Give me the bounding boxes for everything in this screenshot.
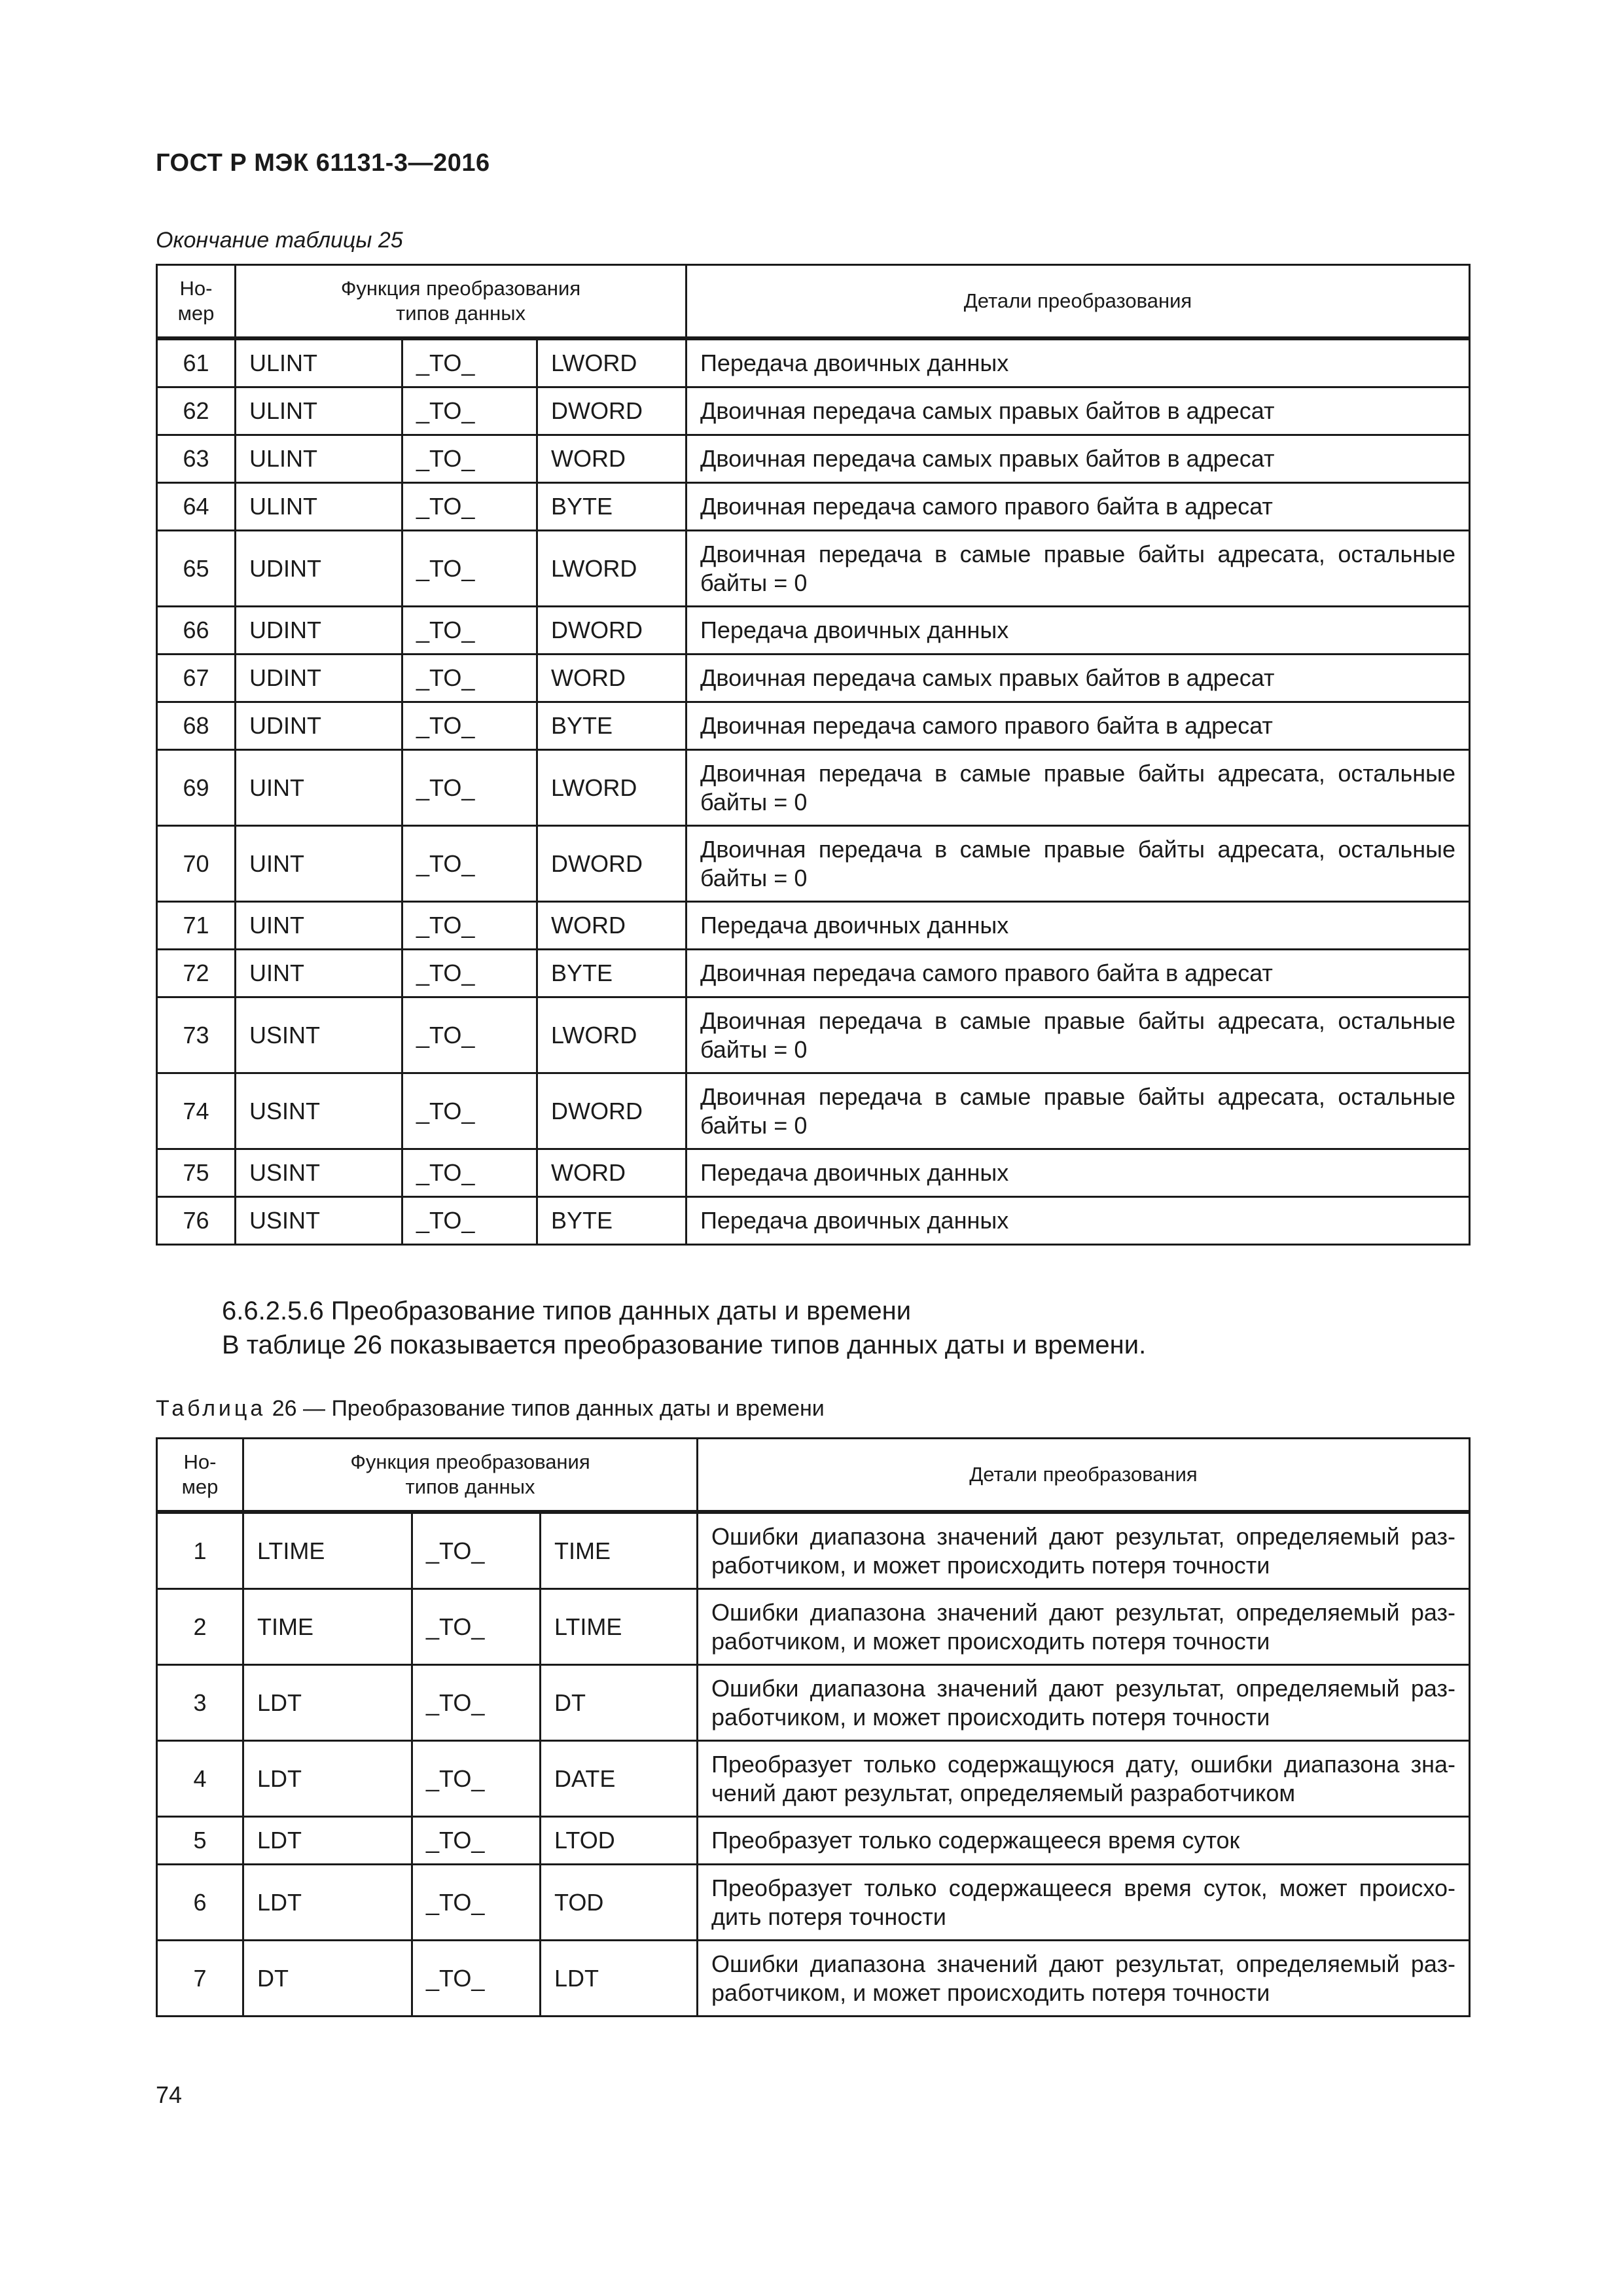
conversion-details: Двоичная передача самых правых байтов в адресат [687,387,1470,435]
target-type: WORD [537,902,687,950]
conversion-operator: _TO_ [402,950,537,997]
source-type: USINT [236,1073,402,1149]
source-type: ULINT [236,338,402,387]
source-type: UDINT [236,531,402,607]
section-heading: 6.6.2.5.6 Преобразование типов данных даты и времени [222,1297,912,1325]
table-row [157,607,1470,655]
table-row [157,1865,1470,1941]
conversion-details: Передача двоичных данных [687,338,1470,387]
target-type: LWORD [537,997,687,1073]
row-number: 5 [157,1817,243,1865]
row-number: 63 [157,435,236,483]
source-type: LDT [243,1817,412,1865]
row-number: 73 [157,997,236,1073]
source-type: TIME [243,1589,412,1665]
target-type: DWORD [537,826,687,902]
column-header-number: Но- мер [157,1439,243,1513]
conversion-details: Двоичная передача самого правого байта в адресат [687,702,1470,750]
row-number: 67 [157,655,236,702]
source-type: LDT [243,1865,412,1941]
table-row [157,338,1470,387]
table-25-caption: Окончание таблицы 25 [156,228,403,253]
conversion-operator: _TO_ [402,750,537,826]
table-row [157,826,1470,902]
conversion-operator: _TO_ [412,1817,541,1865]
target-type: BYTE [537,1197,687,1245]
conversion-details: Преобразует только содержащуюся дату, ошибки диапазона зна-чений дают результат, определяемый разработчиком [698,1741,1470,1817]
table-row [157,902,1470,950]
conversion-operator: _TO_ [402,338,537,387]
target-type: LDT [541,1941,698,2017]
table-25-body [157,338,1470,1245]
conversion-operator: _TO_ [402,531,537,607]
column-header-function: Функция преобразования типов данных [243,1439,698,1513]
source-type: LTIME [243,1512,412,1589]
conversion-details: Двоичная передача самых правых байтов в адресат [687,435,1470,483]
conversion-operator: _TO_ [412,1741,541,1817]
source-type: UDINT [236,702,402,750]
table-row [157,1665,1470,1741]
target-type: WORD [537,435,687,483]
target-type: DT [541,1665,698,1741]
conversion-details: Преобразует только содержащееся время суток, может происхо-дить потеря точности [698,1865,1470,1941]
conversion-operator: _TO_ [402,1149,537,1197]
conversion-operator: _TO_ [402,483,537,531]
target-type: TIME [541,1512,698,1589]
table-row [157,750,1470,826]
conversion-operator: _TO_ [402,997,537,1073]
row-number: 1 [157,1512,243,1589]
target-type: LWORD [537,750,687,826]
table-row [157,387,1470,435]
source-type: UDINT [236,655,402,702]
row-number: 71 [157,902,236,950]
conversion-operator: _TO_ [402,387,537,435]
conversion-details: Ошибки диапазона значений дают результат, определяемый раз-работчиком, и может происходить потеря точности [698,1665,1470,1741]
conversion-details: Двоичная передача в самые правые байты адресата, остальные байты = 0 [687,826,1470,902]
table-row [157,531,1470,607]
table-row [157,702,1470,750]
source-type: ULINT [236,483,402,531]
conversion-details: Двоичная передача в самые правые байты адресата, остальные байты = 0 [687,750,1470,826]
column-header-number: Но- мер [157,265,236,339]
conversion-details: Ошибки диапазона значений дают результат, определяемый раз-работчиком, и может происходить потеря точности [698,1589,1470,1665]
source-type: LDT [243,1665,412,1741]
target-type: BYTE [537,483,687,531]
conversion-operator: _TO_ [402,826,537,902]
row-number: 61 [157,338,236,387]
table-26-caption [156,1396,825,1422]
table-row [157,1149,1470,1197]
target-type: LTIME [541,1589,698,1665]
conversion-operator: _TO_ [412,1512,541,1589]
table-row [157,1817,1470,1865]
target-type: WORD [537,1149,687,1197]
conversion-details: Двоичная передача самого правого байта в адресат [687,950,1470,997]
section-6-6-2-5-6 [222,1294,1146,1362]
row-number: 75 [157,1149,236,1197]
table-row [157,655,1470,702]
table-26-body [157,1512,1470,2017]
target-type: DWORD [537,1073,687,1149]
conversion-operator: _TO_ [402,902,537,950]
source-type: USINT [236,1149,402,1197]
target-type: LTOD [541,1817,698,1865]
conversion-details: Двоичная передача самых правых байтов в адресат [687,655,1470,702]
conversion-operator: _TO_ [412,1665,541,1741]
table-row [157,997,1470,1073]
conversion-details: Преобразует только содержащееся время суток [698,1817,1470,1865]
page-number: 74 [156,2081,183,2108]
source-type: UINT [236,902,402,950]
conversion-operator: _TO_ [402,655,537,702]
table-row [157,435,1470,483]
table-row [157,1197,1470,1245]
conversion-details: Передача двоичных данных [687,1197,1470,1245]
section-body: В таблице 26 показывается преобразование типов данных даты и времени. [222,1331,1147,1359]
target-type: WORD [537,655,687,702]
row-number: 7 [157,1941,243,2017]
source-type: ULINT [236,435,402,483]
table-row [157,1941,1470,2017]
document-header: ГОСТ Р МЭК 61131-3—2016 [156,149,490,177]
row-number: 70 [157,826,236,902]
row-number: 74 [157,1073,236,1149]
row-number: 6 [157,1865,243,1941]
target-type: LWORD [537,338,687,387]
conversion-operator: _TO_ [412,1865,541,1941]
source-type: DT [243,1941,412,2017]
column-header-details: Детали преобразования [687,265,1470,339]
column-header-function: Функция преобразования типов данных [236,265,687,339]
row-number: 69 [157,750,236,826]
source-type: ULINT [236,387,402,435]
conversion-operator: _TO_ [412,1941,541,2017]
row-number: 76 [157,1197,236,1245]
conversion-details: Двоичная передача в самые правые байты адресата, остальные байты = 0 [687,997,1470,1073]
conversion-operator: _TO_ [402,1197,537,1245]
target-type: LWORD [537,531,687,607]
row-number: 64 [157,483,236,531]
target-type: DWORD [537,387,687,435]
conversion-operator: _TO_ [412,1589,541,1665]
table-25 [156,264,1471,1246]
row-number: 62 [157,387,236,435]
row-number: 65 [157,531,236,607]
target-type: BYTE [537,950,687,997]
source-type: UDINT [236,607,402,655]
conversion-operator: _TO_ [402,702,537,750]
conversion-details: Передача двоичных данных [687,902,1470,950]
source-type: USINT [236,997,402,1073]
table-row [157,950,1470,997]
target-type: DATE [541,1741,698,1817]
target-type: BYTE [537,702,687,750]
conversion-operator: _TO_ [402,607,537,655]
row-number: 66 [157,607,236,655]
source-type: LDT [243,1741,412,1817]
table-row [157,1589,1470,1665]
row-number: 72 [157,950,236,997]
row-number: 4 [157,1741,243,1817]
table-row [157,1741,1470,1817]
conversion-details: Двоичная передача в самые правые байты адресата, остальные байты = 0 [687,531,1470,607]
source-type: UINT [236,750,402,826]
target-type: TOD [541,1865,698,1941]
column-header-details: Детали преобразования [698,1439,1470,1513]
conversion-details: Передача двоичных данных [687,607,1470,655]
target-type: DWORD [537,607,687,655]
table-26-caption-title: 26 — Преобразование типов данных даты и времени [266,1396,825,1421]
source-type: USINT [236,1197,402,1245]
table-26 [156,1437,1471,2017]
table-row [157,483,1470,531]
conversion-details: Ошибки диапазона значений дают результат, определяемый раз-работчиком, и может происходить потеря точности [698,1941,1470,2017]
table-row [157,1512,1470,1589]
conversion-details: Двоичная передача в самые правые байты адресата, остальные байты = 0 [687,1073,1470,1149]
conversion-operator: _TO_ [402,1073,537,1149]
row-number: 2 [157,1589,243,1665]
conversion-operator: _TO_ [402,435,537,483]
source-type: UINT [236,826,402,902]
conversion-details: Двоичная передача самого правого байта в адресат [687,483,1470,531]
source-type: UINT [236,950,402,997]
table-26-caption-label: Таблица [156,1396,266,1421]
row-number: 68 [157,702,236,750]
conversion-details: Передача двоичных данных [687,1149,1470,1197]
row-number: 3 [157,1665,243,1741]
table-row [157,1073,1470,1149]
conversion-details: Ошибки диапазона значений дают результат, определяемый раз-работчиком, и может происходить потеря точности [698,1512,1470,1589]
